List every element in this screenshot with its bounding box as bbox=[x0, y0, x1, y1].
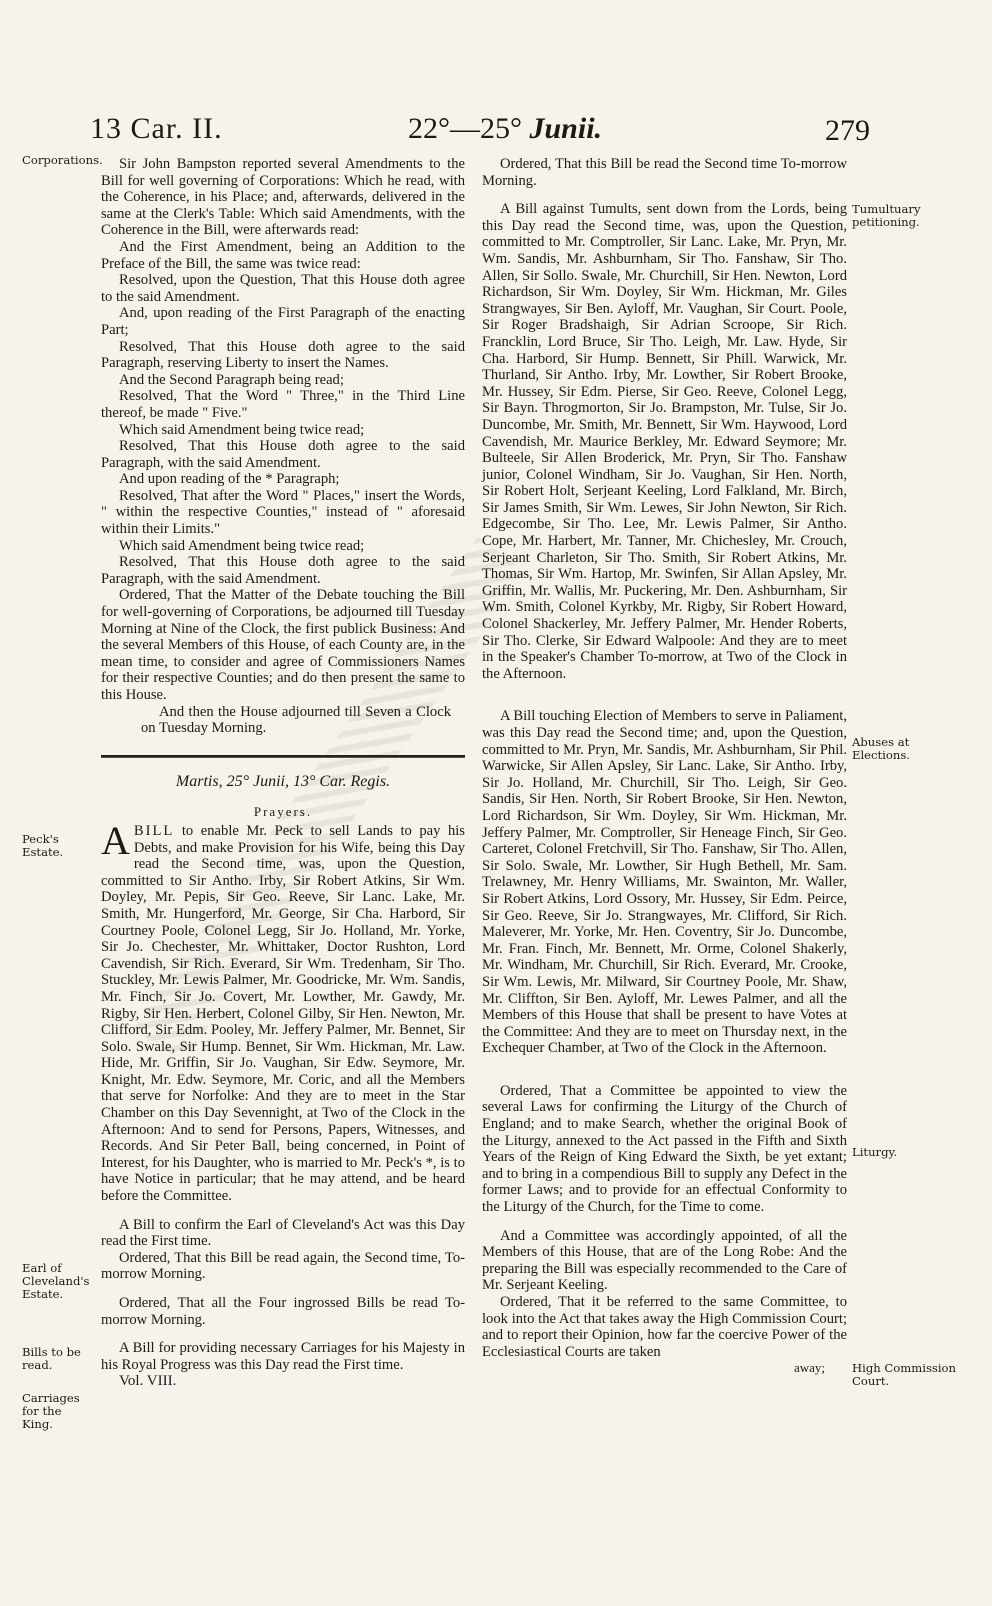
carriages-paragraph: A Bill for providing necessary Carriages for his Majesty in his Royal Progress was this Day read the First time. bbox=[101, 1340, 465, 1373]
paragraph: And, upon reading of the First Paragraph of the enacting Part; bbox=[101, 305, 465, 338]
paragraph: Resolved, That this House doth agree to the said Paragraph, reserving Liberty to insert the Names. bbox=[101, 338, 465, 372]
catchword: away; bbox=[793, 1360, 825, 1376]
cleveland-paragraph: A Bill to confirm the Earl of Cleveland's Act was this Day read the First time. bbox=[101, 1216, 465, 1250]
page-number: 279 bbox=[825, 114, 870, 147]
drop-cap: A bbox=[101, 817, 130, 863]
margin-note-tumultuary: Tumultuary petitioning. bbox=[852, 202, 921, 229]
paragraph: Resolved, That after the Word " Places," insert the Words, " within the respective Counties," instead of " aforesaid within their Limits." bbox=[101, 487, 465, 538]
prayers-heading: Prayers. bbox=[253, 804, 313, 820]
right-column bbox=[482, 156, 847, 1377]
margin-note-high-commission: High Commission Court. bbox=[852, 1361, 956, 1388]
date-range-month: Junii. bbox=[529, 112, 603, 145]
volume-mark: Vol. VIII. bbox=[119, 1373, 177, 1390]
paragraph: Ordered, That this Bill be read the Second time To-morrow Morning. bbox=[482, 156, 847, 189]
paragraph: And the Second Paragraph being read; bbox=[119, 371, 344, 388]
bills-order: Ordered, That all the Four ingrossed Bills be read To-morrow Morning. bbox=[101, 1295, 465, 1328]
paragraph: Sir John Bampston reported several Amendments to the Bill for well governing of Corporations: Which he read, with the Coherence, in his Place; and, afterwards, delivered in the same at the Clerk's Table: Which said Amendments, with the Coherence in the Bill, were afterwards read: bbox=[101, 156, 465, 239]
peck-bill-text: to enable Mr. Peck to sell Lands to pay his Debts, and make Provision for his Wife, being this Day read the Second time, was, upon the Question, committed to Sir Antho. Irby, Sir Robert Atkins, Sir Wm. Doyley, Mr. Pepis, Sir Geo. Reeve, Sir Lanc. Lake, Mr. Smith, Mr. Hungerford, Mr. George, Sir Cha. Harbord, Sir Courtney Poole, Colonel Legg, Sir Jo. Holland, Mr. Yorke, Sir Jo. Chechester, Mr. Whittaker, Doctor Rushton, Lord Cavendish, Sir Rich. Everard, Sir Wm. Tredenham, Sir Tho. Stuckley, Mr. Lewis Palmer, Mr. Goodricke, Mr. Wm. Sandis, Mr. Finch, Sir Jo. Covert, Mr. Lowther, Mr. Gawdy, Mr. Rigby, Sir Hen. Herbert, Colonel Gilby, Sir Hen. Newton, Mr. Clifford, Sir Edm. Pooley, Mr. Jeffery Palmer, Mr. Bennet, Sir Solo. Swale, Sir Hump. Bennet, Sir Wm. Hickman, Mr. Law. Hide, Mr. Griffin, Sir Jo. Vaughan, Sir Edw. Seymore, Mr. Knight, Mr. Edw. Seymore, Mr. Coric, and all the Members that serve for Norfolke: And they are to meet in the Star Chamber on this Day Sevennight, at Two of the Clock in the Afternoon: And to send for Persons, Papers, Witnesses, and Records. And Sir Peter Ball, being concerned, in Point of Interest, for his Daughter, who is married to Mr. Peck's *, is to have Notice in particular; that he may attend, and be heard before the Committee. bbox=[101, 822, 465, 1205]
elections-paragraph: A Bill touching Election of Members to serve in Paliament, was this Day read the Second time; and, upon the Question, committed to Mr. Pryn, Mr. Sandis, Mr. Ashburnham, Sir Phil. Warwicke, Sir Allen Apsley, Sir Lanc. Lake, Sir Antho. Irby, Sir Jo. Holland, Mr. Churchill, Sir Tho. Leigh, Sir Geo. Sandis, Sir Hen. North, Sir Robert Brooke, Sir Hen. Newton, Lord Richardson, Sir Wm. Doyley, Sir Wm. Hickman, Mr. Jeffery Palmer, Mr. Comptroller, Sir Heneage Finch, Sir Geo. Carteret, Colonel Fretchvill, Sir Tho. Fanshaw, Sir Tho. Allen, Sir Solo. Swale, Mr. Lowther, Sir Hugh Bethell, Mr. Sam. Trelawney, Mr. Henry Williams, Mr. Swainton, Mr. Waller, Sir Robert Atkins, Lord Ossory, Mr. Hussey, Sir Edm. Peirce, Sir Geo. Reeve, Sir Jo. Strangwayes, Mr. Clifford, Sir Rich. Maleverer, Mr. Yorke, Mr. Hen. Coventry, Sir Jo. Duncombe, Mr. Fran. Finch, Mr. Bennett, Mr. Orme, Colonel Shakerly, Mr. Windham, Mr. Churchill, Sir Rich. Everard, Mr. Crooke, Sir Wm. Lewis, Mr. Milward, Sir Courtney Poole, Mr. Shaw, Mr. Cliffton, Sir Ben. Ayloff, Mr. Lewes Palmer, and all the Members of this House that shall be present to have Votes at the Committee: And they are to meet on Thursday next, in the Exchequer Chamber, at Two of the Clock in the Afternoon. bbox=[482, 708, 847, 1057]
margin-note-bills-to-be-read: Bills to be read. bbox=[22, 1345, 81, 1372]
page-header bbox=[90, 112, 870, 162]
paragraph: Which said Amendment being twice read; bbox=[119, 421, 365, 438]
section-rule bbox=[101, 755, 465, 758]
paragraph: Which said Amendment being twice read; bbox=[119, 537, 365, 554]
margin-note-liturgy: Liturgy. bbox=[852, 1145, 898, 1159]
date-range bbox=[408, 112, 602, 146]
regnal-year: 13 Car. II. bbox=[90, 112, 223, 145]
margin-note-elections: Abuses at Elections. bbox=[852, 735, 910, 762]
adjournment: And then the House adjourned till Seven a Clock on Tuesday Morning. bbox=[141, 703, 451, 737]
margin-note-cleveland: Earl of Cleveland's Estate. bbox=[22, 1261, 90, 1301]
high-commission-paragraph: Ordered, That it be referred to the same Committee, to look into the Act that takes away the High Commission Court; and to report their Opinion, how far the coercive Power of the Ecclesiastical Courts are taken bbox=[482, 1294, 847, 1360]
margin-note-corporations: Corporations. bbox=[22, 153, 103, 167]
paragraph: Resolved, upon the Question, That this House doth agree to the said Amendment. bbox=[101, 272, 465, 305]
peck-bill-paragraph bbox=[101, 817, 465, 1205]
paragraph: And the First Amendment, being an Addition to the Preface of the Bill, the same was twice read: bbox=[101, 238, 465, 272]
margin-note-carriages: Carriages for the King. bbox=[22, 1391, 80, 1431]
peck-bill-word: BILL bbox=[133, 822, 175, 839]
date-range-days: 22°—25° bbox=[408, 112, 522, 145]
paragraph: Resolved, That this House doth agree to the said Paragraph, with the said Amendment. bbox=[101, 554, 465, 587]
paragraph: And upon reading of the * Paragraph; bbox=[119, 471, 340, 488]
committee-paragraph: And a Committee was accordingly appointed, of all the Members of this House, that are of the Long Robe: And the preparing the Bill was especially recommended to the Care of Mr. Serjeant Keeling. bbox=[482, 1227, 847, 1294]
liturgy-paragraph: Ordered, That a Committee be appointed to view the several Laws for confirming the Liturgy of the Church of England; and to make Search, whether the original Book of the Liturgy, annexed to the Act passed in the Fifth and Sixth Years of the Reign of King Edward the Sixth, be yet extant; and to bring in a compendious Bill to supply any Defect in the former Laws; and to provide for an effectual Conformity to the Liturgy of the Church, for the Time to come. bbox=[482, 1082, 847, 1216]
paragraph: Ordered, That the Matter of the Debate touching the Bill for well-governing of Corporations, be adjourned till Tuesday Morning at Nine of the Clock, the first publick Business: And the several Members of this House, of each County are, in the mean time, to consider and agree of Commissioners Names for their respective Counties; and do then present the same to this House. bbox=[101, 587, 465, 703]
cleveland-order: Ordered, That this Bill be read again, the Second time, To-morrow Morning. bbox=[101, 1249, 465, 1283]
tumults-paragraph: A Bill against Tumults, sent down from the Lords, being this Day read the Second time, was, upon the Question, committed to Mr. Comptroller, Sir Lanc. Lake, Mr. Pryn, Mr. Wm. Sandis, Mr. Ashburnham, Sir Tho. Fanshaw, Sir Tho. Allen, Sir Sollo. Swale, Mr. Churchill, Sir Hen. Newton, Lord Richardson, Sir Wm. Doyley, Sir Wm. Hickman, Mr. Giles Strangwayes, Sir Ben. Ayloff, Mr. Vaughan, Sir Court. Poole, Sir Roger Bradshaigh, Sir Adrian Scroope, Sir Rich. Francklin, Lord Bruce, Sir Tho. Leigh, Mr. Law. Hyde, Sir Cha. Harbord, Sir Hump. Bennett, Sir Phill. Warwick, Mr. Thurland, Sir Antho. Irby, Mr. Lowther, Sir Robert Brooke, Mr. Hussey, Sir Edm. Pierse, Sir Geo. Reeve, Colonel Legg, Sir Bayn. Throgmorton, Sir Jo. Brampston, Mr. Tulse, Sir Jo. Duncombe, Mr. Smith, Mr. Bennett, Sir Wm. Haywood, Lord Cavendish, Mr. Maurice Berkley, Mr. Edward Seymore; Mr. Bulteele, Sir Allen Broderick, Mr. Pryn, Sir Tho. Fanshaw junior, Colonel Windham, Sir Jo. Vaughan, Sir Hen. North, Sir Robert Holt, Serjeant Keeling, Lord Falkland, Mr. Birch, Sir James Smith, Sir Wm. Lewes, Sir John Newton, Sir Rich. Edgecombe, Sir Tho. Lee, Mr. Lewis Palmer, Sir Antho. Cope, Mr. Harbert, Mr. Tanner, Mr. Chichesley, Mr. Crouch, Serjeant Charleton, Sir Tho. Smith, Sir Robert Atkins, Mr. Thomas, Sir Wm. Hartop, Mr. Swinfen, Sir Allan Apsley, Mr. Griffin, Mr. Wallis, Mr. Puckering, Mr. Den. Ashburnham, Sir Wm. Smith, Colonel Kyrkby, Mr. Rigby, Sir Robert Howard, Colonel Shackerley, Mr. Jeffery Palmer, Mr. Hender Roberts, Sir Tho. Clerke, Sir Edward Walpoole: And they are to meet in the Speaker's Chamber To-morrow, at Two of the Clock in the Afternoon. bbox=[482, 201, 847, 682]
paragraph: Resolved, That this House doth agree to the said Paragraph, with the said Amendment. bbox=[101, 438, 465, 471]
paragraph: Resolved, That the Word " Three," in the Third Line thereof, be made " Five." bbox=[101, 388, 465, 421]
margin-note-pecks-estate: Peck's Estate. bbox=[22, 832, 64, 859]
session-heading: Martis, 25° Junii, 13° Car. Regis. bbox=[175, 772, 391, 790]
left-column bbox=[101, 156, 465, 1390]
